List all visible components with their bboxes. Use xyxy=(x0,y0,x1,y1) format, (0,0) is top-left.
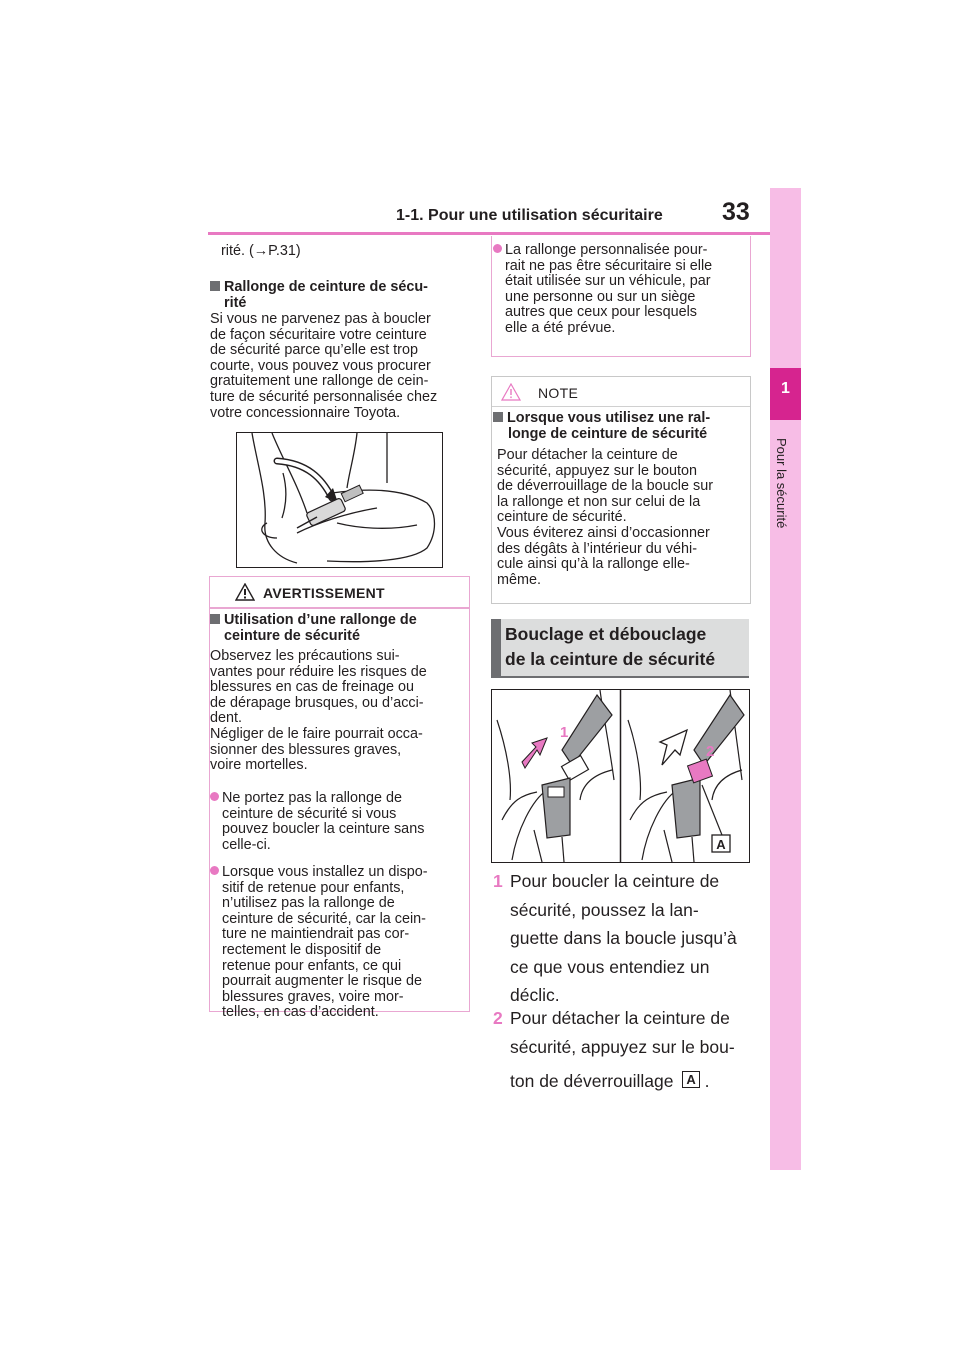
warning-header xyxy=(210,577,469,607)
section-title-bar xyxy=(491,619,501,676)
square-bullet-icon xyxy=(210,281,220,291)
step-2-number: 2 xyxy=(493,1008,503,1028)
warning-intro: Observez les précautions sui- vantes pour réduire les risques de blessures en cas de freinage ou de dérapage brusques, ou d’acci- dent. Négliger de le faire pourrait occa- sionner des blessures graves, voire mortelles. xyxy=(210,648,427,774)
warning-divider xyxy=(210,607,469,609)
page-number: 33 xyxy=(722,198,750,226)
section-title: Bouclage et débouclage de la ceinture de sécurité xyxy=(505,624,716,669)
step-1-number: 1 xyxy=(493,871,503,891)
header-rule xyxy=(208,232,770,235)
chapter-number: 1 xyxy=(781,380,790,397)
seatbelt-extender-illustration xyxy=(236,432,443,568)
note-title: NOTE xyxy=(538,385,579,401)
running-header-section: 1-1. Pour une utilisation sécuritaire xyxy=(396,207,663,224)
round-bullet-icon xyxy=(210,866,219,875)
section-title-box xyxy=(491,619,749,676)
warning-subheading: Utilisation d’une rallonge de ceinture de sécurité xyxy=(210,613,460,644)
callout-a-inline: A xyxy=(682,1071,699,1088)
caution-triangle-icon xyxy=(501,383,521,401)
step-1-label: 1 xyxy=(560,724,569,741)
step-1: 1 Pour boucler la ceinture de sécurité, poussez la lan- guette dans la boucle jusqu’à ce que vous entendiez un déclic. xyxy=(493,867,763,1010)
warning-box xyxy=(209,576,470,1021)
extender-heading: Rallonge de ceinture de sécu- rité xyxy=(210,280,470,311)
extender-paragraph: Si vous ne parvenez pas à boucler de façon sécuritaire votre ceinture de sécurité parce qu’elle est trop courte, vous pouvez vous procurer gratuitement une rallonge de cein- ture de sécurité personnalisée chez votre concessionnaire Toyota. xyxy=(210,311,438,421)
continued-text: rité. (→P.31) xyxy=(221,243,301,259)
chapter-side-tab xyxy=(770,188,801,1170)
warning-bullet-1: Ne portez pas la rallonge de ceinture de sécurité si vous pouvez boucler la ceinture sans celle-ci. xyxy=(210,791,466,853)
section-title-underline xyxy=(491,676,749,678)
warning-bullet-3: La rallonge personnalisée pour- rait ne pas être sécuritaire si elle était utilisée sur un véhicule, par une personne ou sur un siège autres que ceux pour lesquels elle a été prévue. xyxy=(493,243,748,337)
seat-drawing xyxy=(237,433,442,567)
chapter-title: Pour la sécurité xyxy=(774,438,789,529)
warning-bullet-2: Lorsque vous installez un dispo- sitif de retenue pour enfants, n’utilisez pas la rallonge de ceinture de sécurité, car la cein- ture ne maintiendrait pas cor- rectement le dispositif de retenue pour enfants, ce qui pourrait augmenter le risque de blessures graves, voire mor- telles, en cas d’accident. xyxy=(210,865,466,1021)
note-box xyxy=(491,376,751,604)
round-bullet-icon xyxy=(493,244,502,253)
buckle-illustration xyxy=(491,689,750,863)
note-subheading: Lorsque vous utilisez une ral- longe de ceinture de sécurité xyxy=(493,411,748,442)
step-2-label: 2 xyxy=(706,743,715,760)
warning-continued-box xyxy=(491,236,751,357)
callout-a-label: A xyxy=(716,837,726,852)
step-2: 2 Pour détacher la ceinture de sécurité, appuyez sur le bou- ton de déverrouillage A . xyxy=(493,1004,763,1096)
round-bullet-icon xyxy=(210,792,219,801)
buckle-drawing xyxy=(492,690,749,862)
note-paragraph: Pour détacher la ceinture de sécurité, appuyez sur le bouton de déverrouillage de la boucle sur la rallonge et non sur celui de la ceinture de sécurité. Vous éviterez ainsi d’occasionner des dégâts à l’intérieur du véhi- cule ainsi qu’à la rallonge elle- même. xyxy=(497,447,714,588)
warning-triangle-icon xyxy=(235,583,255,601)
warning-title: AVERTISSEMENT xyxy=(263,585,385,601)
note-divider xyxy=(492,406,750,407)
square-bullet-icon xyxy=(493,412,503,422)
square-bullet-icon xyxy=(210,614,220,624)
